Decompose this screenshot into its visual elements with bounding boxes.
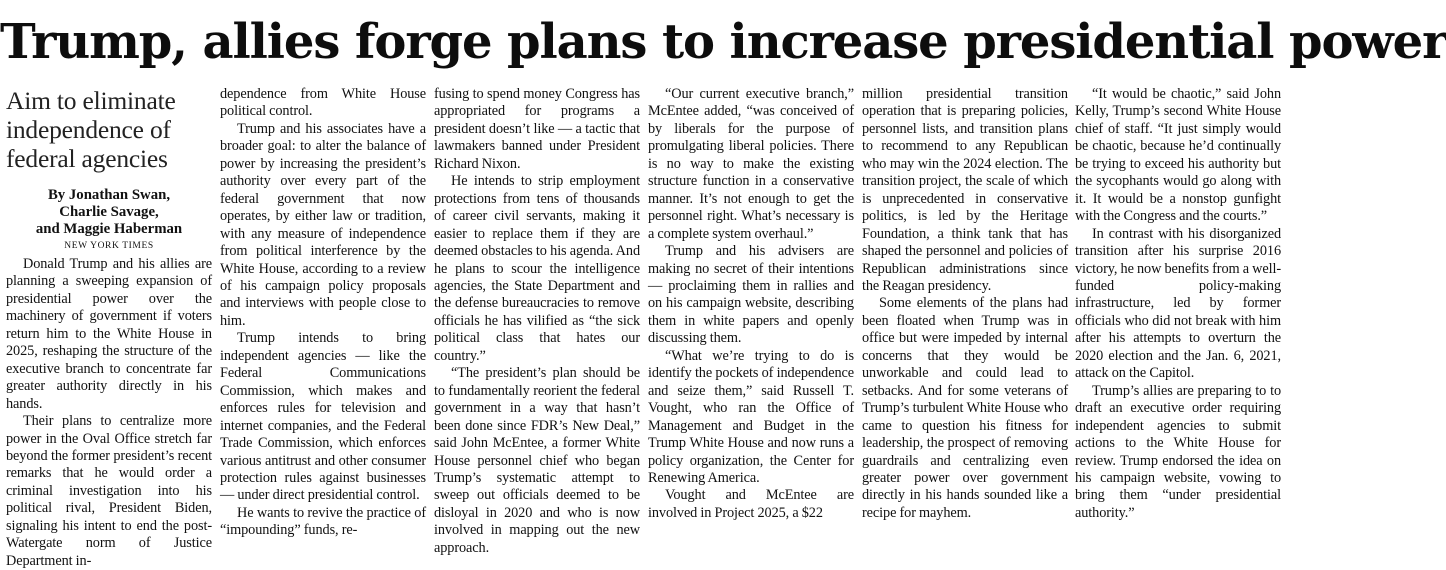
byline-author-3: and Maggie Haberman: [35, 221, 183, 237]
paragraph: He intends to strip employment protections from tens of thousands of career civil servants, making it easier to replace them if they are deemed obstacles to his agenda. And he plans to scour the intelligence agencies, the State Department and the defense bureaucracies to remove officials he has vilified as “the sick political class that hates our country.”: [434, 173, 640, 364]
byline-author-1: By Jonathan Swan,: [47, 187, 171, 203]
article-column-6: [1075, 86, 1281, 555]
paragraph: Their plans to centralize more power in the Oval Office stretch far beyond the former president’s recent remarks that he would order a criminal investigation into his political rival, President Biden, signaling his intent to end the post-Watergate norm of Justice Department in-: [6, 413, 212, 569]
paragraph: He wants to revive the practice of “impounding” funds, re-: [220, 504, 426, 539]
article-column-3: [434, 86, 640, 555]
paragraph: “Our current executive branch,” McEntee added, “was conceived of by liberals for the purpose of promulgating liberal policies. There is no way to make the existing structure function in a conservative manner. It’s not enough to get the personnel right. What’s necessary is a complete system overhaul.”: [648, 86, 854, 242]
deck-subheadline: Aim to eliminate independence of federal agencies: [6, 86, 176, 173]
paragraph: Donald Trump and his allies are planning a sweeping expansion of presidential power over the machinery of government if voters return him to the White House in 2025, reshaping the structure of the executive branch to concentrate far greater authority directly in his hands.: [6, 256, 212, 412]
byline-credit: NEW YORK TIMES: [64, 241, 154, 251]
paragraph-continuation: dependence from White House political control.: [220, 86, 426, 120]
paragraph-continuation: fusing to spend money Congress has appropriated for programs a president doesn’t like — a tactic that lawmakers banned under President Richard Nixon.: [434, 86, 640, 172]
byline: [6, 187, 212, 238]
article-column-1: [6, 86, 212, 569]
paragraph: “The president’s plan should be to fundamentally reorient the federal government in a way that hasn’t been done since FDR’s New Deal,” said John McEntee, a former White House personnel chief who began Trump’s systematic attempt to sweep out officials deemed to be disloyal in 2020 and who is now involved in mapping out the new approach.: [434, 365, 640, 556]
paragraph: Some elements of the plans had been floated when Trump was in office but were impeded by internal concerns that they would be unworkable and could lead to setbacks. And for some veterans of Trump’s turbulent White House who came to question his fitness for leadership, the prospect of removing guardrails and centralizing even greater power over government directly in his hands sounded like a recipe for mayhem.: [862, 295, 1068, 521]
article-column-5: [862, 86, 1068, 555]
article-column-2: [220, 86, 426, 555]
article-column-4: [648, 86, 854, 555]
paragraph: Trump intends to bring independent agencies — like the Federal Communications Commission, which makes and enforces rules for television and internet companies, and the Federal Trade Commission, which enforces various antitrust and other consumer protection rules against businesses — under direct presidential control.: [220, 330, 426, 504]
paragraph: “It would be chaotic,” said John Kelly, Trump’s second White House chief of staff. “It just simply would be chaotic, because he’d continually be trying to exceed his authority but the sycophants would go along with it. It would be a nonstop gunfight with the Congress and the courts.”: [1075, 86, 1281, 225]
paragraph: Trump’s allies are preparing to to draft an executive order requiring independent agencies to submit actions to the White House for review. Trump endorsed the idea on his campaign website, vowing to bring them “under presidential authority.”: [1075, 382, 1281, 521]
paragraph: Trump and his advisers are making no secret of their intentions — proclaiming them in rallies and on his campaign website, describing them in white papers and openly discussing them.: [648, 243, 854, 347]
paragraph: Trump and his associates have a broader goal: to alter the balance of power by increasing the president’s authority over every part of the federal government that now operates, by either law or tradition, with any measure of independence from political interference by the White House, according to a review of his campaign policy proposals and interviews with people close to him.: [220, 120, 426, 329]
paragraph: In contrast with his disorganized transition after his surprise 2016 victory, he now benefits from a well-funded policy-making infrastructure, led by former officials who did not break with him after his attempts to overturn the 2020 election and the Jan. 6, 2021, attack on the Capitol.: [1075, 225, 1281, 382]
headline: Trump, allies forge plans to increase presidential power: [0, 14, 1446, 70]
paragraph: “What we’re trying to do is identify the pockets of independence and seize them,” said Russell T. Vought, who ran the Office of Management and Budget in the Trump White House and now runs a policy organization, the Center for Renewing America.: [648, 347, 854, 486]
paragraph: Vought and McEntee are involved in Project 2025, a $22: [648, 487, 854, 521]
byline-author-2: Charlie Savage,: [59, 204, 159, 220]
paragraph-continuation: million presidential transition operation that is preparing policies, personnel lists, and transition plans to recommend to any Republican who may win the 2024 election. The transition project, the scale of which is unprecedented in conservative politics, is led by the Heritage Foundation, a think tank that has shaped the personnel and policies of Republican administrations since the Reagan presidency.: [862, 86, 1068, 294]
